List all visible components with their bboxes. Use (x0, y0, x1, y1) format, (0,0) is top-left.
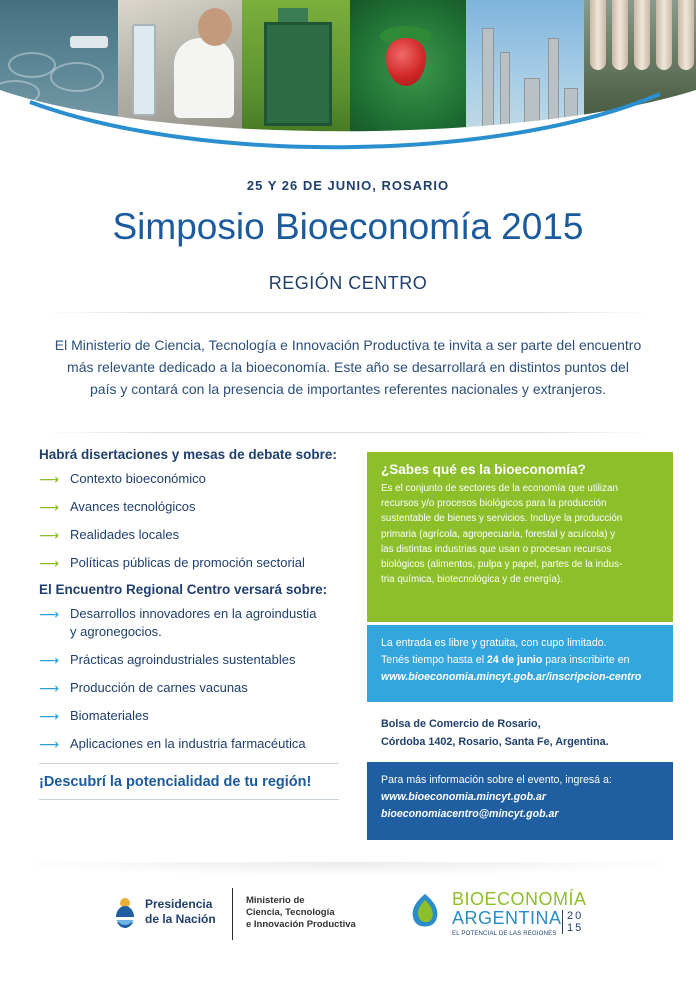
box-text-line: Es el conjunto de sectores de la economía que utilizan (381, 483, 618, 494)
footer-shadow (0, 862, 696, 876)
arrow-right-icon: ⟶ (39, 555, 60, 571)
arrow-right-icon: ⟶ (39, 652, 60, 668)
cta-text: ¡Descubrí la potencialidad de tu región! (39, 774, 312, 790)
ministerio-logo-text (246, 895, 356, 931)
logo-text-line: Ministerio de (246, 895, 305, 906)
presidencia-logo-text (145, 897, 216, 927)
logo-text-line: BIOECONOMÍA (452, 889, 587, 909)
info-box (367, 762, 673, 840)
list-item (39, 498, 339, 516)
registration-link[interactable]: www.bioeconomia.mincyt.gob.ar/inscripcion-centro (381, 671, 642, 683)
box-text-line: sustentable de bienes y servicios. Incluye la producción (381, 513, 623, 525)
arrow-right-icon: ⟶ (39, 708, 60, 724)
logo-text-line: ARGENTINA (452, 908, 562, 928)
list-item (39, 735, 339, 753)
deadline-date: 24 de junio (487, 654, 543, 666)
event-date: 25 Y 26 DE JUNIO, ROSARIO (246, 178, 450, 193)
logo-text-line: Ciencia, Tecnología (246, 907, 335, 918)
logo-text-line: e Innovación Productiva (246, 919, 356, 930)
divider (40, 312, 656, 313)
info-line: Para más información sobre el evento, ingresá a: (381, 774, 612, 786)
registration-line (381, 652, 659, 669)
topics-heading: Habrá disertaciones y mesas de debate sobre: (39, 447, 337, 462)
arrow-right-icon: ⟶ (39, 736, 60, 752)
registration-box (367, 625, 673, 702)
venue-address (381, 715, 681, 751)
list-item (39, 707, 339, 725)
list-item (39, 470, 339, 488)
box-text-line: recursos y/o procesos biológicos para la producción (381, 498, 607, 510)
venue-line: Córdoba 1402, Rosario, Santa Fe, Argentina. (381, 736, 609, 748)
list-item (39, 679, 339, 697)
footer (0, 880, 696, 950)
box-text-line: biológicos (alimentos, pulpa y papel, partes de la indus- (381, 559, 623, 571)
national-seal-icon (114, 896, 136, 930)
intro-paragraph (30, 334, 666, 400)
list-item-label: Producción de carnes vacunas (70, 680, 248, 695)
logo-text-line: de la Nación (145, 912, 216, 926)
registration-text: para inscribirte en (542, 654, 630, 666)
list-item-label: Avances tecnológicos (70, 499, 196, 514)
region-subtitle: REGIÓN CENTRO (268, 273, 428, 293)
topics-list (39, 470, 339, 572)
list-item-label: Aplicaciones en la industria farmacéutica (70, 736, 306, 751)
logo-year (562, 910, 583, 934)
arrow-right-icon: ⟶ (39, 527, 60, 543)
logo-year-line: 15 (567, 922, 584, 934)
divider (39, 799, 339, 800)
list-item (39, 554, 339, 572)
regional-list (39, 605, 339, 753)
registration-text: Tenés tiempo hasta el (381, 654, 487, 666)
regional-heading: El Encuentro Regional Centro versará sobre: (39, 582, 328, 597)
list-item (39, 605, 339, 641)
arrow-right-icon: ⟶ (39, 499, 60, 515)
list-item (39, 526, 339, 544)
header-curve (0, 70, 696, 180)
box-text-line: tria química, biotecnológica y de energía). (381, 574, 563, 586)
registration-line: La entrada es libre y gratuita, con cupo limitado. (381, 637, 607, 649)
list-item-label: Prácticas agroindustriales sustentables (70, 652, 296, 667)
info-email-link[interactable]: bioeconomiacentro@mincyt.gob.ar (381, 808, 559, 820)
divider (39, 763, 339, 764)
list-item-label: Contexto bioeconómico (70, 471, 206, 486)
divider (40, 432, 656, 433)
topics-column (39, 447, 339, 800)
venue-line: Bolsa de Comercio de Rosario, (381, 718, 541, 730)
logo-text-line: Presidencia (145, 897, 213, 911)
bioeconomy-definition-box (367, 452, 673, 622)
intro-line: más relevante dedicado a la bioeconomía. Este año se desarrollará en distintos puntos del (67, 359, 629, 375)
logo-year-line: 20 (567, 910, 584, 922)
list-item-label: Realidades locales (70, 527, 180, 542)
arrow-right-icon: ⟶ (39, 680, 60, 696)
list-item-label: y agronegocios. (70, 624, 162, 639)
bioeconomia-leaf-icon (405, 892, 445, 932)
divider (232, 888, 233, 940)
box-title: ¿Sabes qué es la bioeconomía? (381, 462, 586, 477)
logo-tagline: EL POTENCIAL DE LAS REGIONES (452, 931, 557, 937)
arrow-right-icon: ⟶ (39, 606, 60, 622)
page-title: Simposio Bioeconomía 2015 (112, 206, 584, 247)
intro-line: El Ministerio de Ciencia, Tecnología e Innovación Productiva te invita a ser parte del encuentro (54, 337, 642, 353)
intro-line: país y contará con la presencia de importantes referentes nacionales y extranjeros. (90, 381, 606, 397)
list-item (39, 651, 339, 669)
box-text-line: las distintas industrias que usan o procesan recursos (381, 543, 612, 555)
info-website-link[interactable]: www.bioeconomia.mincyt.gob.ar (381, 791, 547, 803)
box-text-line: primaria (agrícola, agropecuaria, forestal y acuícola) y (381, 528, 616, 540)
box-text (381, 481, 659, 587)
list-item-label: Desarrollos innovadores en la agroindustia (70, 606, 317, 621)
arrow-right-icon: ⟶ (39, 471, 60, 487)
list-item-label: Biomateriales (70, 708, 149, 723)
list-item-label: Políticas públicas de promoción sectorial (70, 555, 305, 570)
